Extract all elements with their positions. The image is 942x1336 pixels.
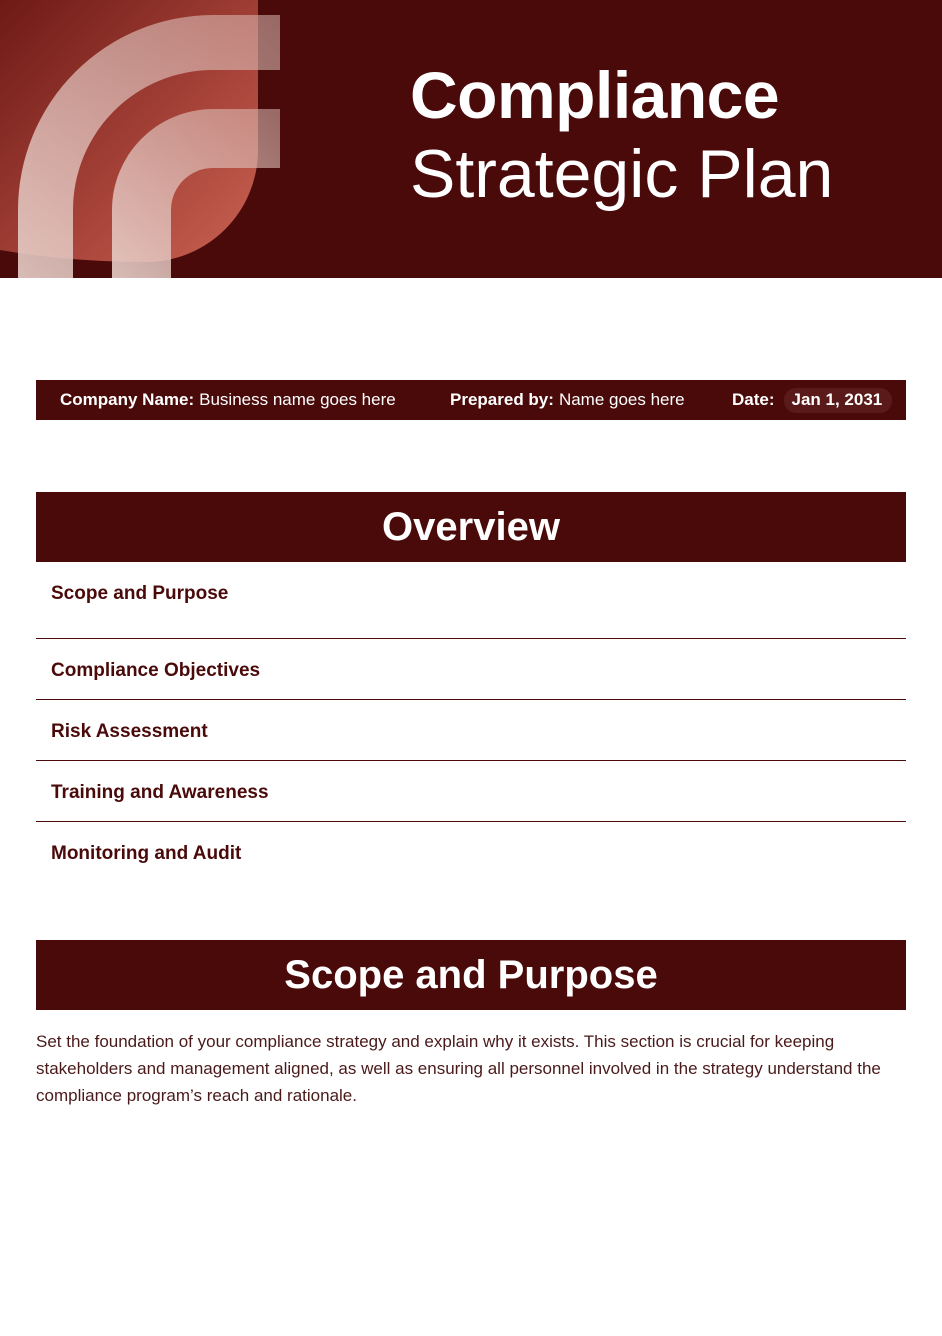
title-line-2: Strategic Plan bbox=[410, 136, 834, 212]
prepared-by-field bbox=[450, 380, 685, 420]
overview-item-training-and-awareness: Training and Awareness bbox=[36, 761, 906, 822]
overview-item-scope-and-purpose: Scope and Purpose bbox=[36, 562, 906, 639]
prepared-by-label: Prepared by: bbox=[450, 390, 554, 409]
title-line-1: Compliance bbox=[410, 58, 780, 132]
company-name-label: Company Name: bbox=[60, 390, 195, 409]
overview-item-monitoring-and-audit: Monitoring and Audit bbox=[51, 843, 242, 864]
date-field bbox=[732, 380, 892, 420]
company-name-value: Business name goes here bbox=[199, 390, 396, 409]
date-label: Date: bbox=[732, 390, 775, 409]
company-name-field bbox=[60, 380, 396, 420]
overview-item-compliance-objectives: Compliance Objectives bbox=[36, 639, 906, 700]
prepared-by-value: Name goes here bbox=[558, 390, 685, 409]
overview-list bbox=[36, 562, 906, 882]
document-title bbox=[410, 58, 834, 212]
scope-and-purpose-body: Set the foundation of your compliance strategy and explain why it exists. This section is crucial for keeping stakeholders and management aligned, as well as ensuring all personnel involved in the strategy understand the compliance program’s reach and rationale. bbox=[36, 1032, 881, 1105]
scope-and-purpose-heading: Scope and Purpose bbox=[36, 940, 906, 1010]
document-info-bar bbox=[36, 380, 906, 420]
overview-item-risk-assessment: Risk Assessment bbox=[36, 700, 906, 761]
date-value: Jan 1, 2031 bbox=[784, 388, 893, 413]
overview-heading: Overview bbox=[36, 492, 906, 562]
header-banner bbox=[0, 0, 942, 278]
decorative-arc-graphic bbox=[0, 0, 290, 278]
